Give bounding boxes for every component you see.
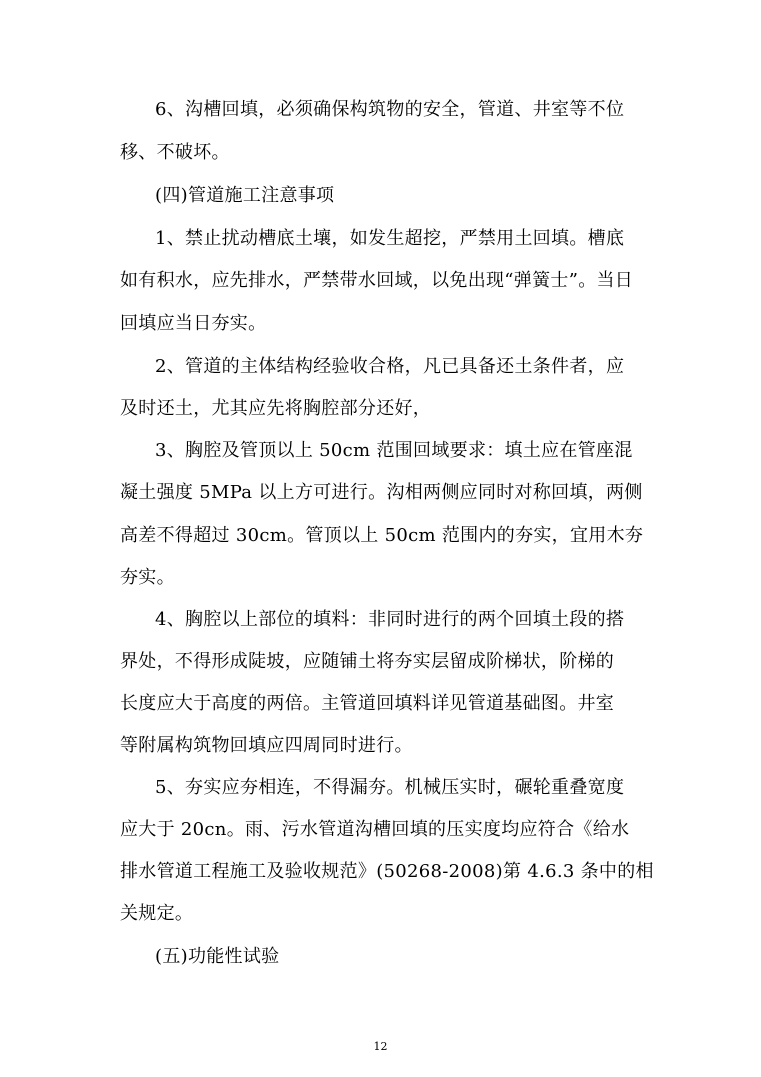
text-line: 1、禁止扰动槽底土壤，如发生超挖，严禁用土回填。槽底 (155, 228, 625, 249)
text-line: 3、胸腔及管顶以上 50cm 范围回域要求：填土应在管座混 (155, 440, 633, 461)
text-line: 凝土强度 5MPa 以上方可进行。沟相两侧应同时对称回填，两侧 (120, 482, 643, 503)
page-number: 12 (373, 1040, 388, 1053)
text-line: 6、沟槽回填，必须确保构筑物的安全，管道、井室等不位 (155, 99, 625, 120)
text-line: 如有积水，应先排水，严禁带水回域，以免出现“弹簧士”。当日 (120, 270, 634, 291)
text-line: 长度应大于高度的两倍。主管道回填料详见管道基础图。井室 (120, 693, 615, 714)
text-line: 及时还土，尤其应先将胸腔部分还好， (120, 398, 432, 419)
text-line: 4、胸腔以上部位的填料：非同时进行的两个回填土段的搭 (155, 609, 625, 630)
text-line: 移、不破坏。 (120, 142, 230, 163)
text-line: 高差不得超过 30cm。管顶以上 50cm 范围内的夯实，宜用木夯 (120, 525, 644, 546)
text-line: 2、管道的主体结构经验收合格，凡已具备还土条件者，应 (155, 356, 625, 377)
section-heading: (四)管道施工注意事项 (155, 185, 335, 206)
text-line: 5、夯实应夯相连，不得漏夯。机械压实时，碾轮重叠宽度 (155, 777, 625, 798)
text-line: 应大于 20cn。雨、污水管道沟槽回填的压实度均应符合《给水 (120, 819, 630, 840)
text-line: 回填应当日夯实。 (120, 313, 267, 334)
text-line: 等附属构筑物回填应四周同时进行。 (120, 735, 413, 756)
text-line: 排水管道工程施工及验收规范》(50268-2008)第 4.6.3 条中的相 (120, 861, 654, 882)
text-line: 夯实。 (120, 567, 175, 588)
text-line: 界处，不得形成陡坡，应随铺土将夯实层留成阶梯状，阶梯的 (120, 651, 615, 672)
text-line: 关规定。 (120, 903, 194, 924)
section-heading: (五)功能性试验 (155, 946, 280, 967)
